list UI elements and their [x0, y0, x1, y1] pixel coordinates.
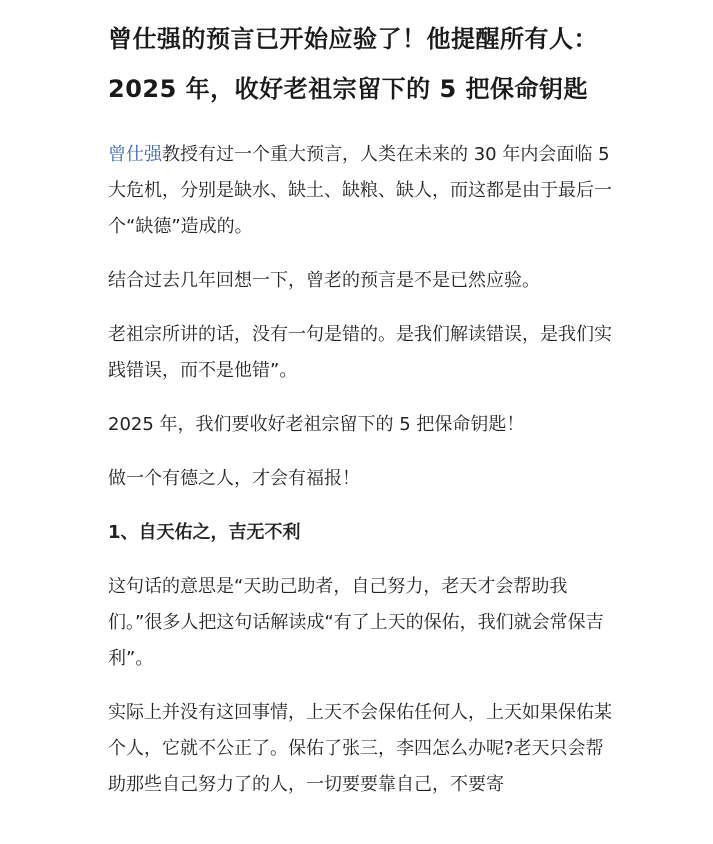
- article-title: 曾仕强的预言已开始应验了！他提醒所有人：2025 年，收好老祖宗留下的 5 把保命钥匙: [108, 25, 598, 103]
- paragraph-intro-text: 教授有过一个重大预言，人类在未来的 30 年内会面临 5 大危机，分别是缺水、缺土、缺粮、缺人，而这都是由于最后一个“缺德”造成的。: [108, 144, 612, 237]
- paragraph-4: 2025 年，我们要收好老祖宗留下的 5 把保命钥匙！: [108, 414, 525, 435]
- paragraph-2: 结合过去几年回想一下，曾老的预言是不是已然应验。: [108, 270, 540, 291]
- section-heading-1: 1、自天佑之，吉无不利: [108, 522, 301, 543]
- paragraph-intro: [108, 137, 613, 245]
- author-link[interactable]: 曾仕强: [108, 144, 162, 165]
- paragraph-7: 实际上并没有这回事情，上天不会保佑任何人，上天如果保佑某个人，它就不公正了。保佑了张三，李四怎么办呢?老天只会帮助那些自己努力了的人，一切要要靠自己，不要寄: [108, 702, 612, 795]
- paragraph-5: 做一个有德之人，才会有福报！: [108, 468, 360, 489]
- paragraph-6: 这句话的意思是“天助己助者，自己努力，老天才会帮助我们。”很多人把这句话解读成“有了上天的保佑，我们就会常保吉利”。: [108, 576, 604, 669]
- paragraph-3: 老祖宗所讲的话，没有一句是错的。是我们解读错误，是我们实践错误，而不是他错”。: [108, 324, 612, 381]
